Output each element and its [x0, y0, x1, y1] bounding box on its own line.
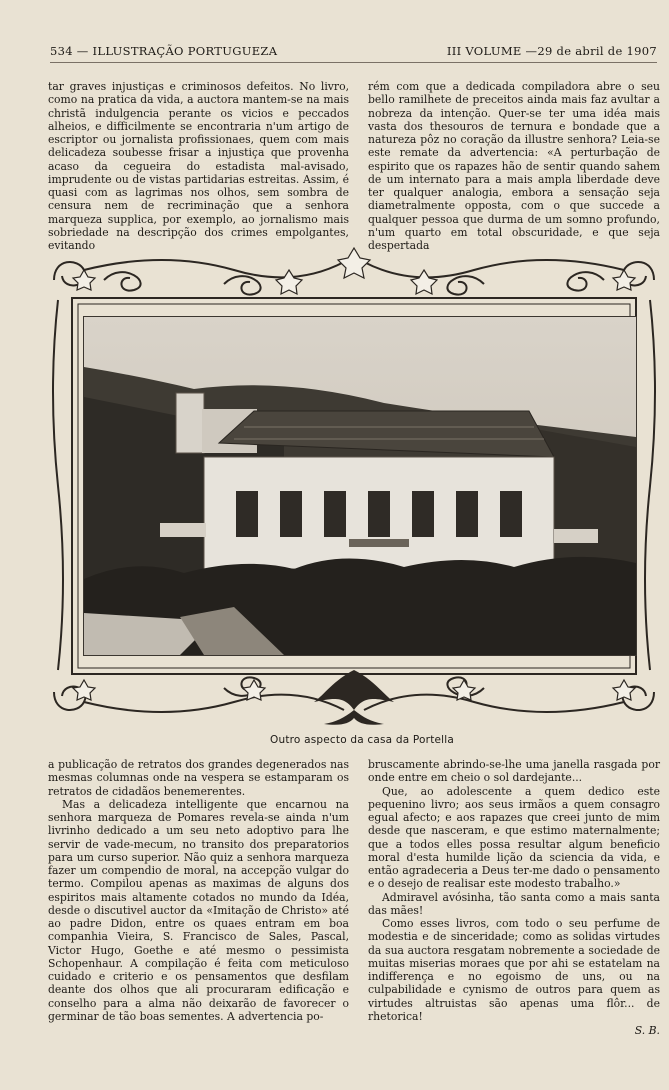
author-signature: S. B. — [634, 1024, 660, 1037]
column-left-bottom — [48, 758, 349, 1023]
paragraph: tar graves injustiças e criminosos defeitos. No livro, como na pratica da vida, a auctora mantem-se na mais christã indulgencia perante os vicios e peccados alheios, e difficilmente se encontraria n'um artigo de escriptor ou jornalista profissionaes, quem com mais delicadeza soubesse frisar a injustiça que provenha acaso da cegueira do estadista mal-avisado, imprudente ou de vistas partidarias estreitas. Assim, é quasi com as lagrimas nos olhos, sem sombra de censura nem de recriminação que a senhora marqueza supplica, por exemplo, ao jornalismo mais sobriedade na descripção dos crimes empolgantes, evitando — [48, 80, 349, 252]
paragraph: rém com que a dedicada compiladora abre o seu bello ramilhete de preceitos ainda mais faz avultar a nobreza da intenção. Quer-se ter uma idéa mais vasta dos thesouros de ternura e bondade que a natureza pôz no coração da illustre senhora? Leia-se este remate da advertencia: «A perturbação de espirito que os rapazes hão de sentir quando sahem de um internato para a mais ampla liberdade deve ter qualquer analogia, embora a sensação seja diametralmente opposta, com o que succede a qualquer pessoa que durma de um somno profundo, n'um quarto em total obscuridade, e que seja despertada — [368, 80, 660, 252]
volume-date: III VOLUME —29 de abril de 1907 — [446, 44, 657, 58]
column-left-top — [48, 80, 349, 252]
paragraph: Admiravel avósinha, tão santa como a mais santa das mães! — [368, 890, 660, 917]
paragraph: Como esses livros, com todo o seu perfume de modestia e de sinceridade; como as solidas virtudes da sua auctora resgatam nobremente a sociedade de muitas miserias moraes que por ahi se estatelam na indifferença e no egoismo de uns, ou na culpabilidade e cynismo de outros para quem as virtudes altruistas são apenas uma flôr... de rhetorica! — [368, 917, 660, 1023]
column-right-bottom — [368, 758, 660, 1037]
photo-caption: Outro aspecto da casa da Portella — [270, 734, 455, 746]
paragraph: a publicação de retratos dos grandes degenerados nas mesmas columnas onde na vespera se estamparam os retratos de cidadãos benemerentes. — [48, 758, 349, 798]
paragraph: Que, ao adolescente a quem dedico este pequenino livro; aos seus irmãos a quem consagro egual afecto; e aos rapazes que creei junto de mim desde que nasceram, e que estimo maternalmente; que a todos elles possa resultar algum beneficio moral d'esta humilde lição da sciencia da vida, e então agradeceria a Deus ter-me dado o pensamento e o desejo de realisar este modesto trabalho.» — [368, 784, 660, 891]
house-photograph — [83, 316, 637, 656]
page-number-title: 534 — ILLUSTRAÇÃO PORTUGUEZA — [50, 44, 278, 58]
page-header — [50, 44, 657, 62]
paragraph: Mas a delicadeza intelligente que encarnou na senhora marqueza de Pomares revela-se ainda n'um livrinho dedicado a um seu neto adoptivo para lhe servir de vade-mecum, no transito dos preparatorios para um curso superior. Não quiz a senhora marqueza fazer um compendio de moral, na accepção vulgar do termo. Compilou apenas as maximas de alguns dos espiritos mais altamente cotados no mundo da Idéa, desde o discutivel auctor da «Imitação de Christo» até ao padre Didon, entre os quaes entram em boa companhia Vieira, S. Francisco de Sales, Pascal, Victor Hugo, Goethe e até mesmo o pessimista Schopenhaur. A compilação é feita com meticuloso cuidado e criterio e os pensamentos que desfilam deante dos olhos que ali procuraram edificação e conselho para a alma não deixarão de favorecer o germinar de tão boas sementes. A advertencia po- — [48, 797, 349, 1023]
paragraph: bruscamente abrindo-se-lhe uma janella rasgada por onde entre em cheio o sol dardejante... — [368, 758, 660, 785]
column-right-top — [368, 80, 660, 252]
header-rule — [50, 62, 657, 63]
